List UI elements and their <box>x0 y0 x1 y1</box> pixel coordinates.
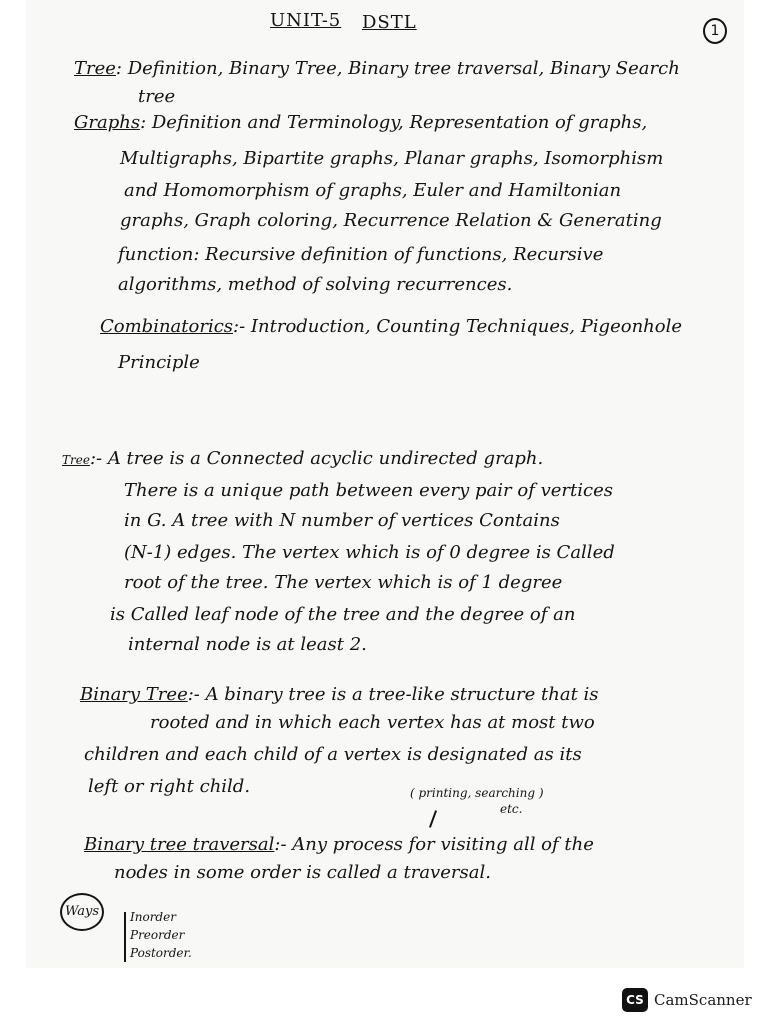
syllabus-graphs-line5: function: Recursive definition of functions, Recursive <box>118 244 604 265</box>
traversal-line1: :- Any process for visiting all of the <box>274 834 594 855</box>
way-preorder: Preorder <box>130 928 185 942</box>
ways-label: Ways <box>60 893 104 931</box>
binary-tree-row <box>80 684 599 705</box>
syllabus-graphs-label: Graphs <box>74 112 141 133</box>
syllabus-graphs-text: : Definition and Terminology, Representation of graphs, <box>140 112 648 133</box>
syllabus-graphs-line3: and Homomorphism of graphs, Euler and Hamiltonian <box>124 180 622 201</box>
traversal-label: Binary tree traversal <box>84 834 275 855</box>
syllabus-graphs-line6: algorithms, method of solving recurrences. <box>118 274 513 295</box>
syllabus-tree-text: : Definition, Binary Tree, Binary tree traversal, Binary Search <box>115 58 680 79</box>
binary-tree-line3: children and each child of a vertex is designated as its <box>84 744 582 765</box>
tree-section-label: Tree <box>62 453 90 467</box>
camscanner-logo: CS <box>622 988 648 1012</box>
traversal-row <box>84 834 594 855</box>
syllabus-graphs-line2: Multigraphs, Bipartite graphs, Planar graphs, Isomorphism <box>120 148 664 169</box>
syllabus-tree-continued: tree <box>138 86 176 107</box>
page-number: 1 <box>703 18 727 44</box>
unit-heading: UNIT-5 <box>270 10 342 31</box>
ways-bracket <box>124 912 126 962</box>
traversal-annotation: ( printing, searching ) <box>410 786 544 800</box>
syllabus-tree-row <box>74 58 680 79</box>
binary-tree-line2: rooted and in which each vertex has at most two <box>150 712 595 733</box>
way-postorder: Postorder. <box>130 946 192 960</box>
syllabus-combinatorics-row <box>100 316 682 337</box>
tree-line1: :- A tree is a Connected acyclic undirected graph. <box>89 448 544 469</box>
tree-line4: (N-1) edges. The vertex which is of 0 degree is Called <box>124 542 615 563</box>
syllabus-combinatorics-line2: Principle <box>118 352 200 373</box>
subject-heading: DSTL <box>362 12 417 33</box>
camscanner-watermark <box>622 987 752 1013</box>
camscanner-name: CamScanner <box>654 991 752 1009</box>
syllabus-graphs-line4: graphs, Graph coloring, Recurrence Relation & Generating <box>120 210 662 231</box>
syllabus-combinatorics-label: Combinatorics <box>100 316 234 337</box>
tree-definition-row <box>62 448 543 469</box>
binary-tree-line1: :- A binary tree is a tree-like structure that is <box>187 684 599 705</box>
syllabus-tree-label: Tree <box>74 58 116 79</box>
tree-line6: is Called leaf node of the tree and the degree of an <box>110 604 576 625</box>
traversal-annotation-etc: etc. <box>500 802 523 816</box>
binary-tree-label: Binary Tree <box>80 684 188 705</box>
tree-line2: There is a unique path between every pair of vertices <box>124 480 613 501</box>
tree-line3: in G. A tree with N number of vertices Contains <box>124 510 560 531</box>
syllabus-combinatorics-text: :- Introduction, Counting Techniques, Pigeonhole <box>233 316 683 337</box>
tree-line5: root of the tree. The vertex which is of 1 degree <box>124 572 563 593</box>
traversal-line2: nodes in some order is called a traversal. <box>114 862 491 883</box>
way-inorder: Inorder <box>130 910 176 924</box>
syllabus-graphs-row <box>74 112 647 133</box>
tree-line7: internal node is at least 2. <box>128 634 367 655</box>
binary-tree-line4: left or right child. <box>88 776 251 797</box>
